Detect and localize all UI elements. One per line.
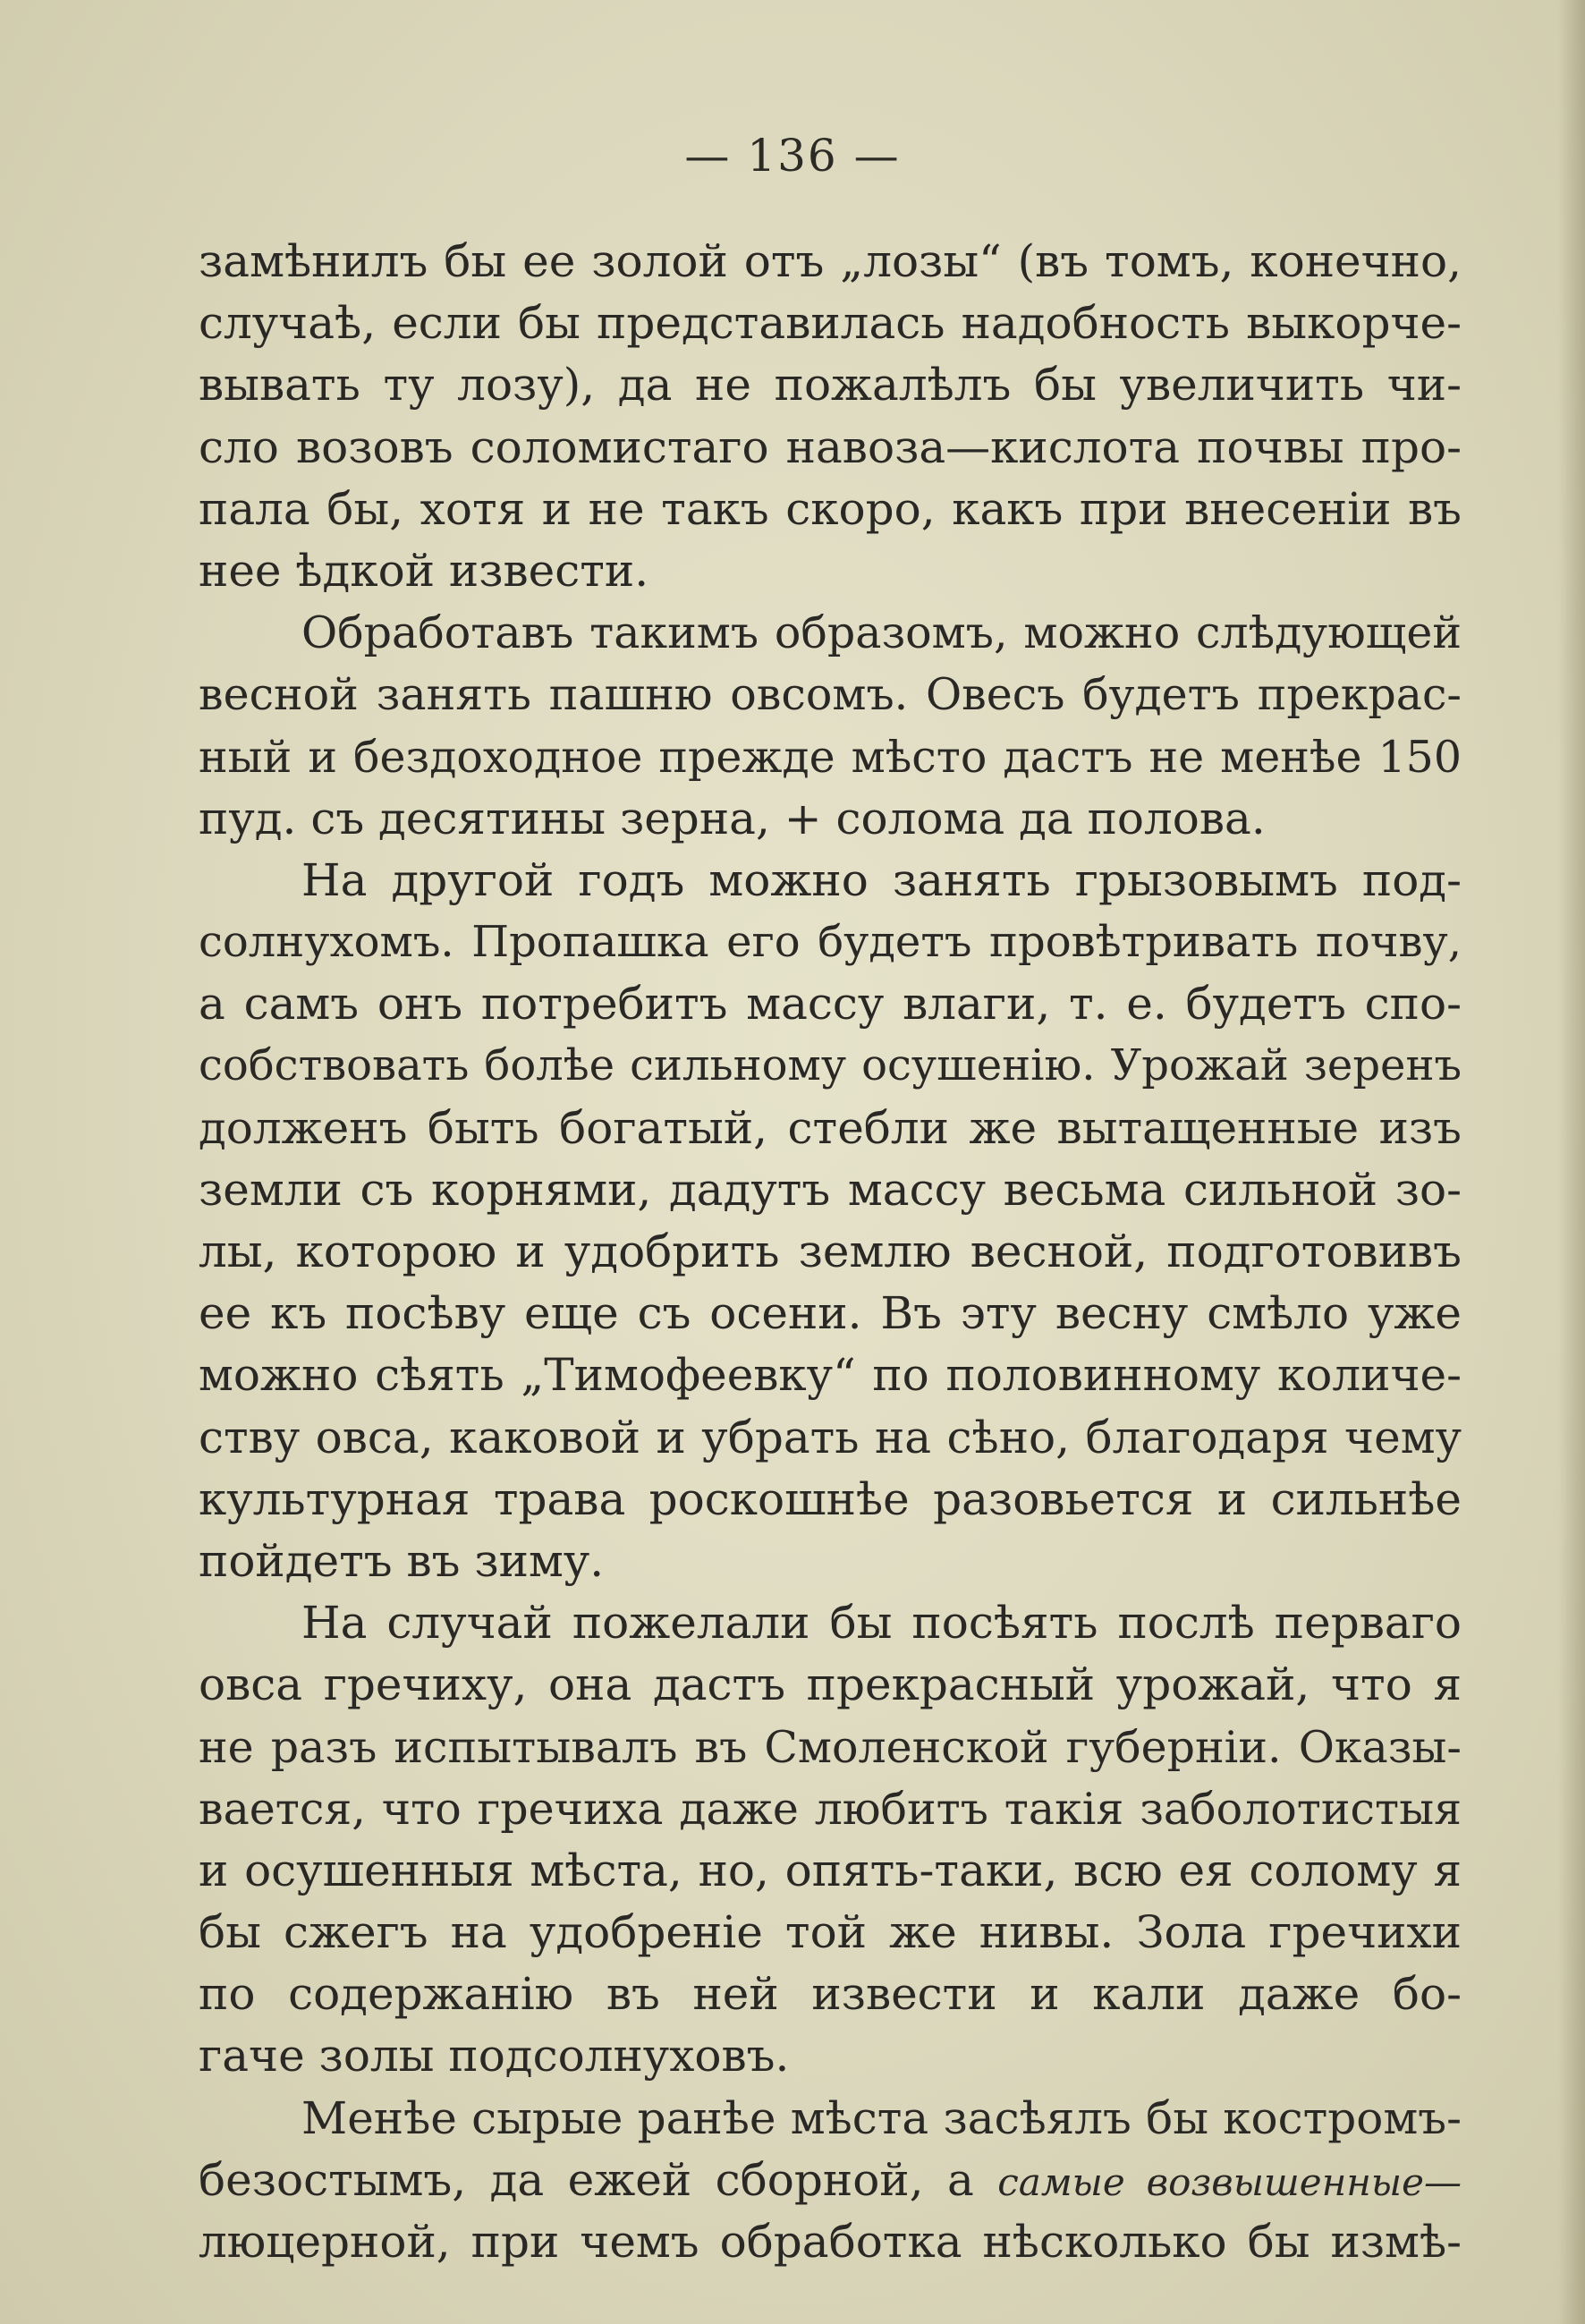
text-line: вывать ту лозу), да не пожалѣлъ бы увеличить чи- [199,359,1462,411]
text-line: сло возовъ соломистаго навоза—кислота почвы про- [199,420,1462,473]
text-line: вается, что гречиха даже любитъ такія заболотистыя [199,1783,1462,1835]
text-line: весной занять пашню овсомъ. Овесъ будетъ прекрас- [199,669,1462,721]
text-line: пойдетъ въ зиму. [199,1534,605,1587]
text-line: люцерной, при чемъ обработка нѣсколько бы измѣ- [199,2216,1462,2268]
text-line: культурная трава роскошнѣе разовьется и сильнѣе [199,1472,1462,1525]
text-line: гаче золы подсолнуховъ. [199,2030,790,2082]
text-line: бы сжегъ на удобреніе той же нивы. Зола гречихи [199,1906,1462,1959]
paragraph-first-line: На случай пожелали бы посѣять послѣ перваго [301,1597,1462,1650]
paragraph-first-line: Менѣе сырые ранѣе мѣста засѣялъ бы костромъ- [301,2091,1462,2144]
page-edge-shadow [1558,0,1585,2324]
text-line: собствовать болѣе сильному осушенію. Урожай зеренъ [199,1040,1462,1091]
text-line: пуд. съ десятины зерна, + солома да полова. [199,792,1266,844]
text-line: ству овса, каковой и убрать на сѣно, благодаря чему [199,1411,1462,1463]
page-number: — 136 — [684,130,901,182]
text-line: земли съ корнями, дадутъ массу весьма сильной зо- [199,1163,1462,1216]
text-line: можно сѣять „Тимофеевку“ по половинному количе- [199,1349,1462,1402]
text-line: а самъ онъ потребитъ массу влаги, т. е. будетъ спо- [199,978,1462,1031]
text-line: по содержанію въ ней извести и кали даже бо- [199,1968,1462,2021]
body-text [199,231,1462,2273]
text-line: случаѣ, если бы представилась надобность выкорче- [199,297,1462,350]
text-line: солнухомъ. Пропашка его будетъ провѣтривать почву, [199,917,1462,968]
italic-emphasis: самые возвышенные— [997,2159,1462,2204]
text-line: овса гречиху, она дастъ прекрасный урожай, что я [199,1658,1462,1711]
text-line: нее ѣдкой извести. [199,544,649,597]
text-line: долженъ быть богатый, стебли же вытащенные изъ [199,1101,1462,1154]
text-line: и осушенныя мѣста, но, опять-таки, всю ея солому я [199,1844,1462,1896]
paragraph-first-line: Обработавъ такимъ образомъ, можно слѣдующей [301,607,1462,659]
text-line: лы, которою и удобрить землю весной, подготовивъ [199,1226,1462,1277]
text-segment: безостымъ, да ежей сборной, а [199,2153,974,2206]
text-line: не разъ испытывалъ въ Смоленской губерніи. Оказы- [199,1721,1462,1773]
text-line: замѣнилъ бы ее золой отъ „лозы“ (въ томъ, конечно, [199,235,1462,287]
text-line: пала бы, хотя и не такъ скоро, какъ при внесеніи въ [199,482,1462,535]
text-line: ный и бездоходное прежде мѣсто дастъ не менѣе 150 [199,731,1462,783]
text-line: ее къ посѣву еще съ осени. Въ эту весну смѣло уже [199,1287,1462,1340]
paragraph-first-line: На другой годъ можно занять грызовымъ под- [301,853,1462,906]
text-line-mixed [199,2150,1462,2211]
